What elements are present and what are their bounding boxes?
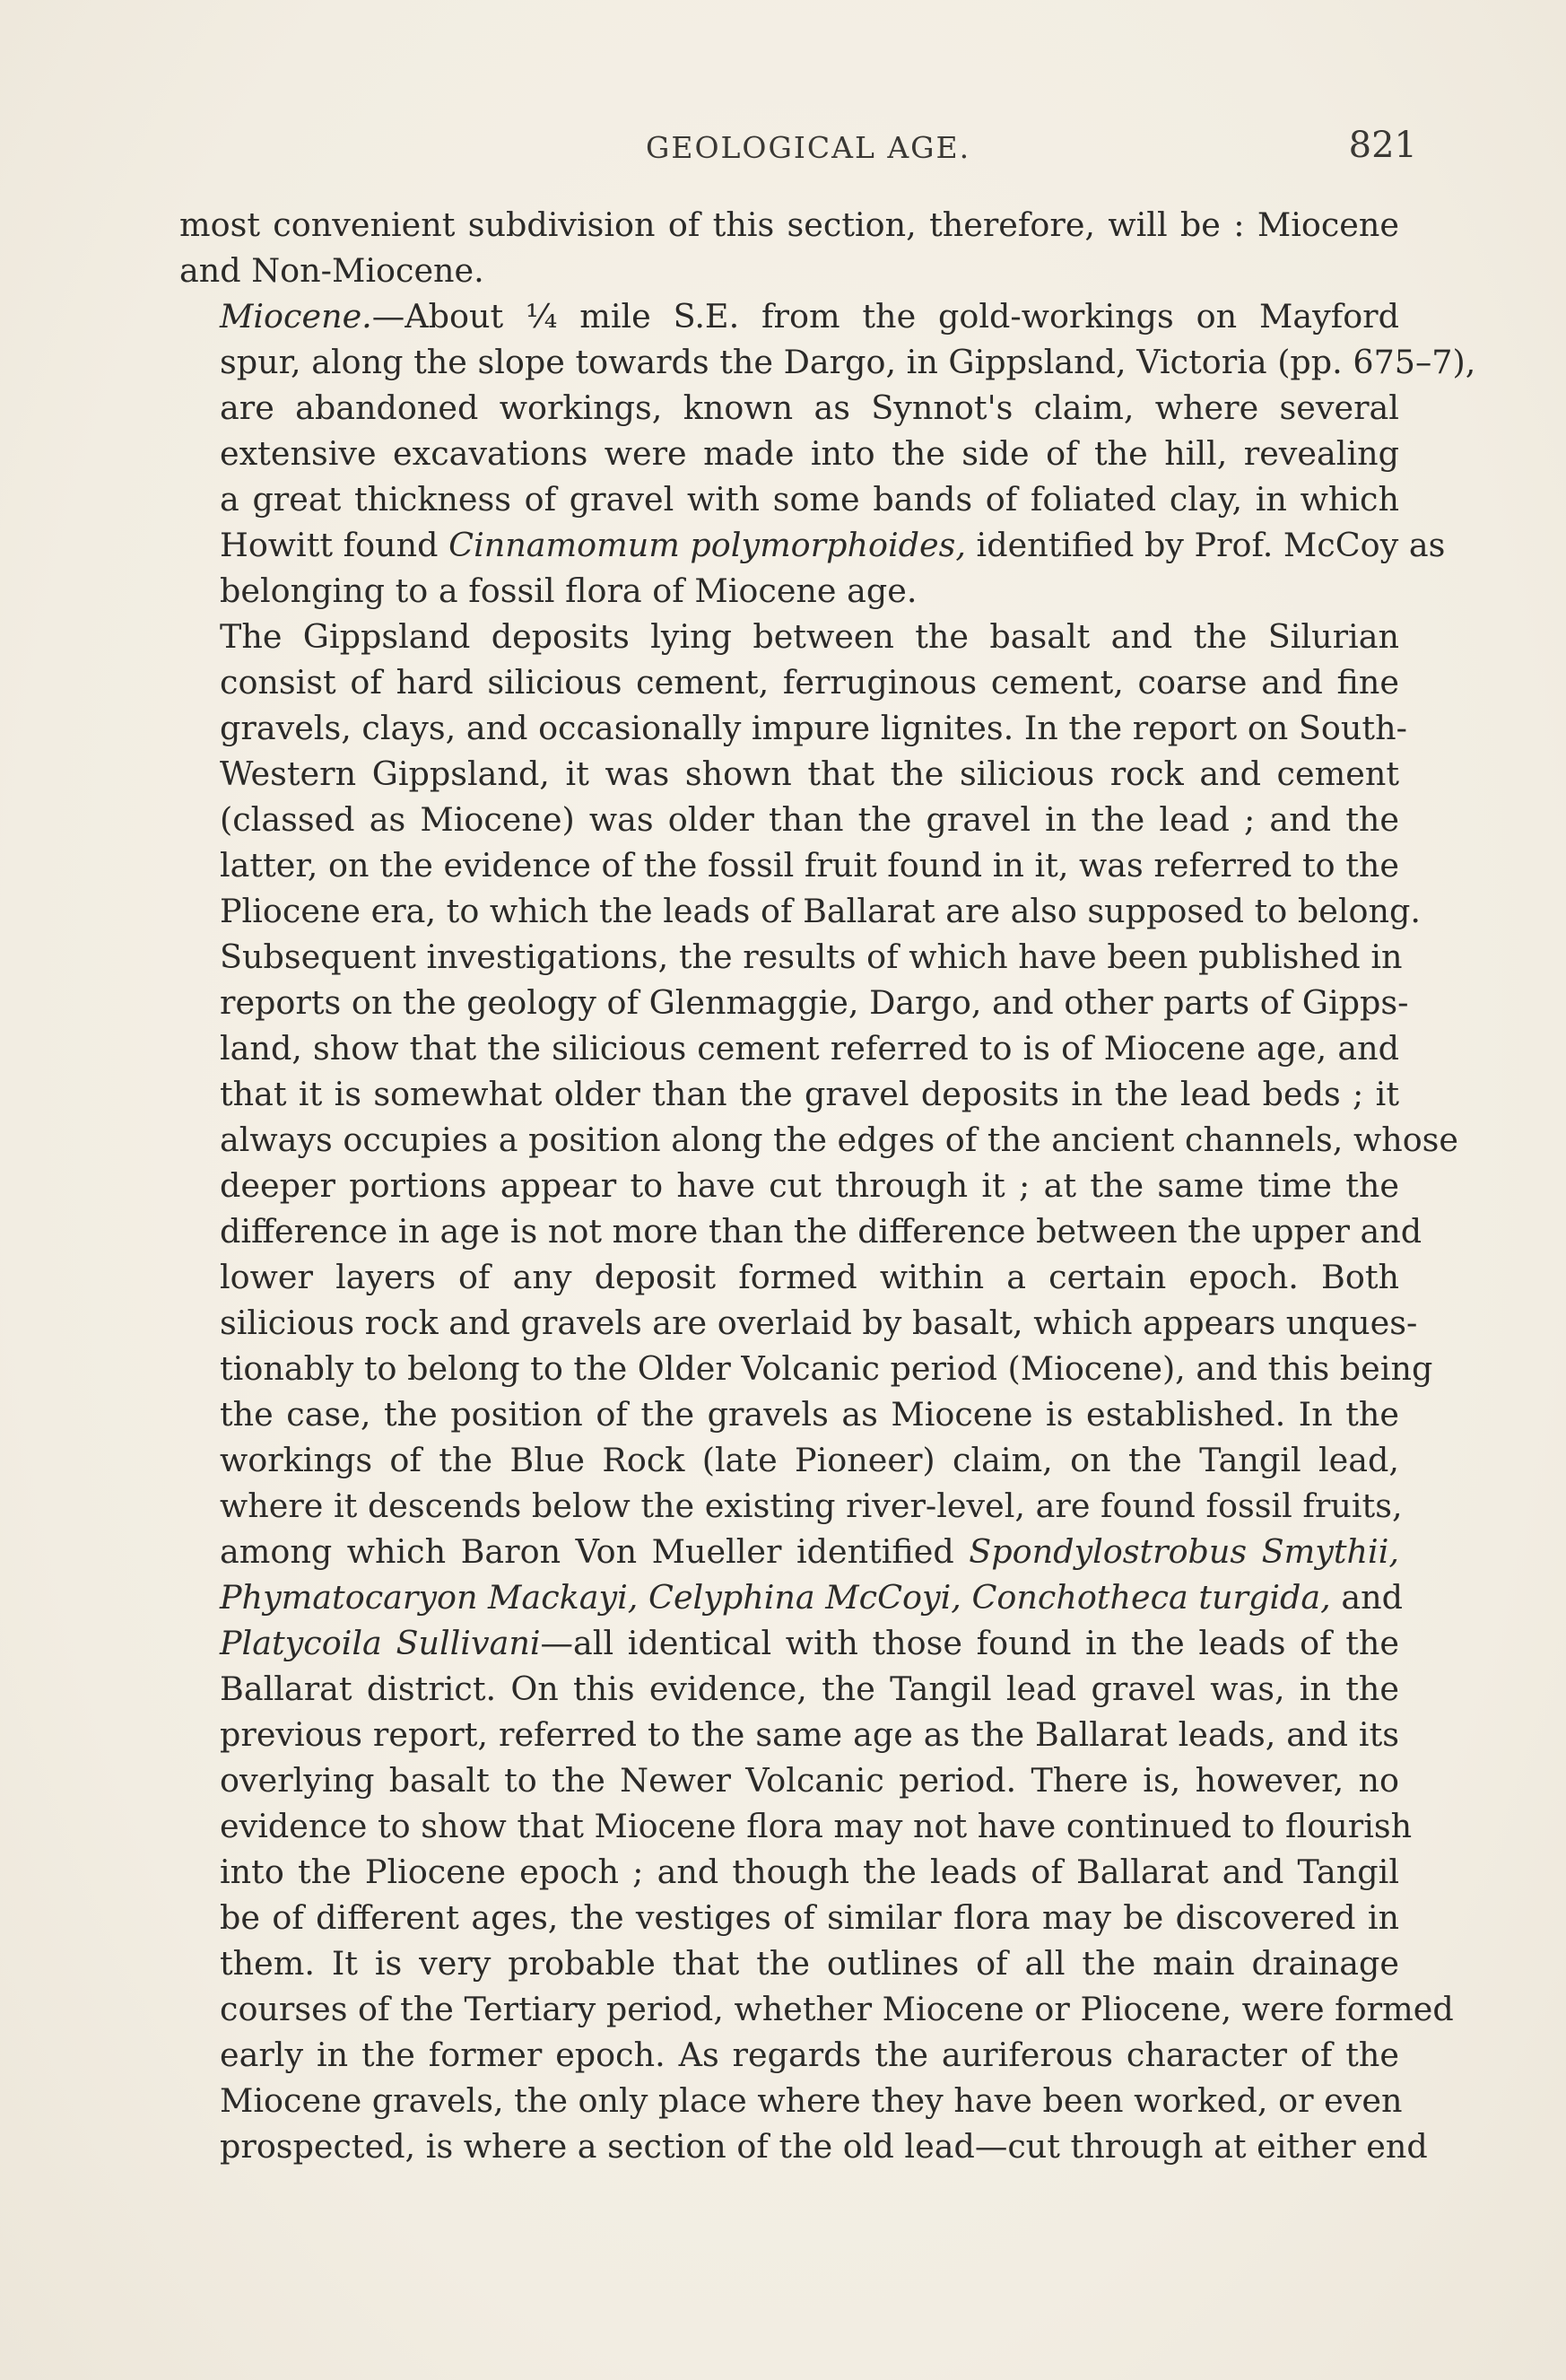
text-line: that it is somewhat older than the gravel deposits in the lead beds ; it <box>220 1075 1399 1113</box>
species-name: Spondylostrobus Smythii, <box>969 1532 1399 1571</box>
text-line: Western Gippsland, it was shown that the silicious rock and cement <box>220 754 1399 793</box>
text-line: be of different ages, the vestiges of similar flora may be discovered in <box>220 1898 1399 1937</box>
text-line: gravels, clays, and occasionally impure lignites. In the report on South- <box>220 709 1407 747</box>
species-name: Cinnamomum polymorphoides, <box>448 526 966 564</box>
text-line: where it descends below the existing river-level, are found fossil fruits, <box>220 1486 1403 1525</box>
page-header <box>179 121 1417 175</box>
text-line: and Non-Miocene. <box>179 251 484 290</box>
text-line: land, show that the silicious cement referred to is of Miocene age, and <box>220 1029 1399 1068</box>
text-line: prospected, is where a section of the old lead—cut through at either end <box>220 2127 1428 2166</box>
species-name: Platycoila Sullivani <box>220 1624 541 1662</box>
text-line: Pliocene era, to which the leads of Ballarat are also supposed to belong. <box>220 892 1421 930</box>
text-line: reports on the geology of Glenmaggie, Dargo, and other parts of Gipps- <box>220 983 1409 1022</box>
text-line: Platycoila Sullivani—all identical with those found in the leads of the <box>220 1624 1399 1662</box>
text-line: Miocene gravels, the only place where they have been worked, or even <box>220 2081 1403 2120</box>
text-line: into the Pliocene epoch ; and though the leads of Ballarat and Tangil <box>220 1853 1399 1891</box>
text-line: difference in age is not more than the difference between the upper and <box>220 1212 1422 1251</box>
text-line: spur, along the slope towards the Dargo, in Gippsland, Victoria (pp. 675–7), <box>220 343 1476 381</box>
paragraph-1 <box>179 202 1399 293</box>
text-line: overlying basalt to the Newer Volcanic period. There is, however, no <box>220 1761 1399 1800</box>
text-line: deeper portions appear to have cut through it ; at the same time the <box>220 1166 1399 1205</box>
text-line: silicious rock and gravels are overlaid by basalt, which appears unques- <box>220 1303 1418 1342</box>
text-line: are abandoned workings, known as Synnot's claim, where several <box>220 388 1399 427</box>
text-line: Howitt found Cinnamomum polymorphoides, identified by Prof. McCoy as <box>220 526 1446 564</box>
text-line: belonging to a fossil flora of Miocene age. <box>220 571 918 610</box>
text-line: early in the former epoch. As regards the auriferous character of the <box>220 2036 1399 2074</box>
section-heading: Miocene. <box>220 297 372 336</box>
text-line: evidence to show that Miocene flora may not have continued to flourish <box>220 1807 1413 1845</box>
text-line: lower layers of any deposit formed within a certain epoch. Both <box>220 1258 1399 1296</box>
running-title: GEOLOGICAL AGE. <box>646 130 971 165</box>
text-line: among which Baron Von Mueller identified Spondylostrobus Smythii, <box>220 1532 1399 1571</box>
page-number: 821 <box>1348 125 1417 166</box>
text-line: The Gippsland deposits lying between the basalt and the Silurian <box>220 617 1399 656</box>
text-line: most convenient subdivision of this section, therefore, will be : Miocene <box>179 205 1399 244</box>
text-line: always occupies a position along the edges of the ancient channels, whose <box>220 1120 1459 1159</box>
text-line: latter, on the evidence of the fossil fruit found in it, was referred to the <box>220 846 1400 885</box>
text-line: Phymatocaryon Mackayi, Celyphina McCoyi, Conchotheca turgida, and <box>220 1578 1404 1617</box>
paragraph-2 <box>179 293 1476 614</box>
text-line: a great thickness of gravel with some bands of foliated clay, in which <box>220 480 1399 519</box>
text-line: Miocene.—About ¼ mile S.E. from the gold-workings on Mayford <box>220 297 1399 336</box>
text-line: Ballarat district. On this evidence, the Tangil lead gravel was, in the <box>220 1669 1399 1708</box>
text-line: workings of the Blue Rock (late Pioneer) claim, on the Tangil lead, <box>220 1441 1399 1479</box>
text-line: courses of the Tertiary period, whether Miocene or Pliocene, were formed <box>220 1990 1454 2028</box>
text-line: the case, the position of the gravels as Miocene is established. In the <box>220 1395 1399 1434</box>
paragraph-3 <box>179 614 1459 2169</box>
text-line: Subsequent investigations, the results of which have been published in <box>220 937 1403 976</box>
text-line: previous report, referred to the same age as the Ballarat leads, and its <box>220 1715 1399 1754</box>
text-line: consist of hard silicious cement, ferruginous cement, coarse and fine <box>220 663 1399 702</box>
text-line: (classed as Miocene) was older than the gravel in the lead ; and the <box>220 800 1399 839</box>
text-line: tionably to belong to the Older Volcanic period (Miocene), and this being <box>220 1349 1433 1388</box>
species-name: Phymatocaryon Mackayi, Celyphina McCoyi, Conchotheca turgida, <box>220 1578 1331 1617</box>
text-line: them. It is very probable that the outlines of all the main drainage <box>220 1944 1399 1983</box>
body-text <box>179 202 1476 2169</box>
text-line: extensive excavations were made into the side of the hill, revealing <box>220 434 1399 473</box>
